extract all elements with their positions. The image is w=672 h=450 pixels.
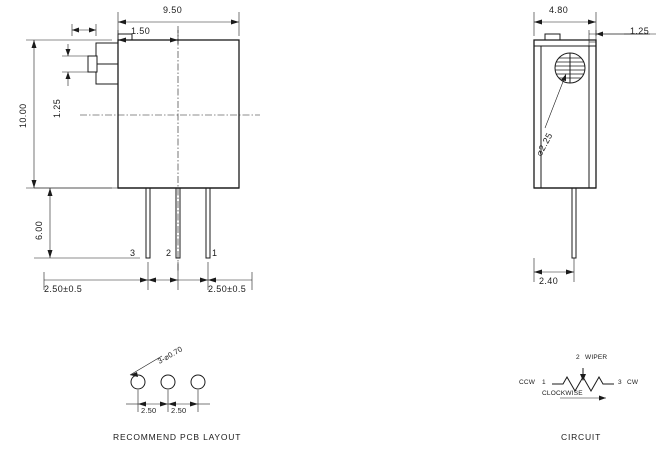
- dim-edge-offset: 1.25: [630, 26, 650, 36]
- dim-pitch-right: 2.50±0.5: [208, 284, 247, 294]
- dim-overall-height: 10.00: [18, 103, 28, 128]
- dim-slot-height: 1.25: [52, 98, 62, 118]
- dim-screw-diameter: ⌀2.25: [534, 130, 555, 158]
- dim-pin-height: 6.00: [34, 220, 44, 240]
- circuit-wiper-label: WIPER: [585, 354, 608, 361]
- pin-label-1: 1: [212, 248, 218, 258]
- pcb-pitch-left: 2.50: [141, 406, 157, 415]
- pin-label-2: 2: [166, 248, 172, 258]
- circuit-caption: CIRCUIT: [561, 432, 602, 442]
- pcb-layout-caption: RECOMMEND PCB LAYOUT: [113, 432, 242, 442]
- circuit-cw-num: 3: [618, 379, 622, 386]
- pcb-pitch-right: 2.50: [171, 406, 187, 415]
- pin-label-3: 3: [130, 248, 136, 258]
- dim-overall-width: 9.50: [163, 5, 183, 15]
- dim-screw-offset: 1.50: [131, 26, 151, 36]
- circuit-ccw-label: CCW: [519, 379, 536, 386]
- dim-pin-offset: 2.40: [539, 276, 559, 286]
- circuit-rotation-note: CLOCKWISE: [542, 390, 583, 397]
- dim-body-width: 4.80: [549, 5, 569, 15]
- pcb-hole-note: 3-⌀0.70: [156, 344, 185, 366]
- dim-pitch-left: 2.50±0.5: [44, 284, 83, 294]
- circuit-ccw-num: 1: [542, 379, 546, 386]
- circuit-wiper-num: 2: [576, 354, 580, 361]
- circuit-cw-label: CW: [627, 379, 639, 386]
